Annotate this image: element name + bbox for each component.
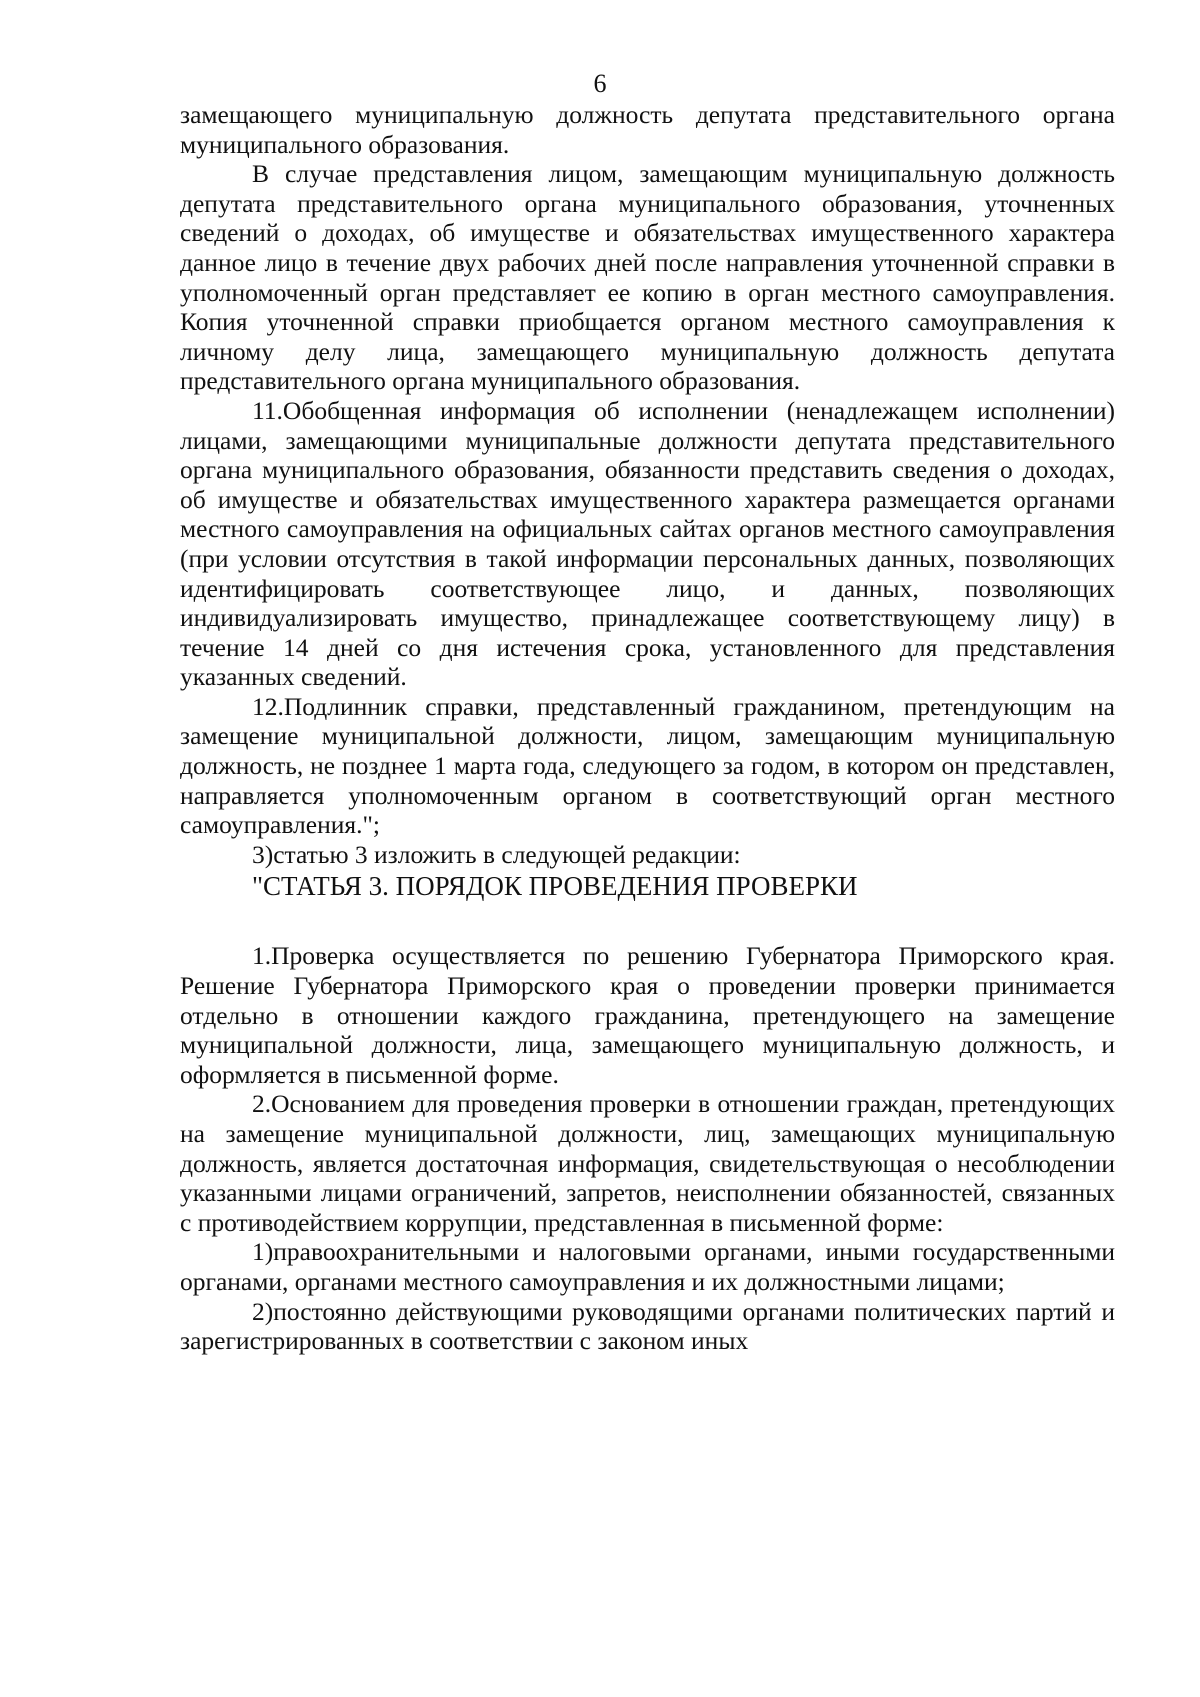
paragraph-subitem-2: 2)постоянно действующими руководящими органами политических партий и зарегистрированных в соответствии с законом иных [180,1296,1115,1356]
document-body [180,100,1115,1356]
paragraph-continuation: замещающего муниципальную должность депутата представительного органа муниципального образования. [180,100,1115,159]
page-number: 6 [593,69,607,98]
paragraph-subitem-1: 1)правоохранительными и налоговыми органами, иными государственными органами, органами местного самоуправления и их должностными лицами; [180,1237,1115,1296]
paragraph-item-12: 12.Подлинник справки, представленный гражданином, претендующим на замещение муниципальной должности, лицом, замещающим муниципальную должность, не позднее 1 марта года, следующего за годом, в котором он представлен, направляется уполномоченным органом в соответствующий орган местного самоуправления."; [180,691,1115,840]
paragraph-item-11: 11.Обобщенная информация об исполнении (ненадлежащем исполнении) лицами, замещающими муниципальные должности депутата представительного органа муниципального образования, обязанности представить сведения о доходах, об имуществе и обязательствах имущественного характера размещается органами местного самоуправления на официальных сайтах органов местного самоуправления (при условии отсутствия в такой информации персональных данных, позволяющих идентифицировать соответствующее лицо, и данных, позволяющих индивидуализировать имущество, принадлежащее соответствующему лицу) в течение 14 дней со дня истечения срока, установленного для представления указанных сведений. [180,395,1115,692]
paragraph-check-2: 2.Основанием для проведения проверки в отношении граждан, претендующих на замещение муниципальной должности, лиц, замещающих муниципальную должность, является достаточная информация, свидетельствующая о несоблюдении указанными лицами ограничений, запретов, неисполнении обязанностей, связанных с противодействием коррупции, представленная в письменной форме: [180,1089,1115,1237]
paragraph-check-1: 1.Проверка осуществляется по решению Губернатора Приморского края. Решение Губернатора Приморского края о проведении проверки принимается отдельно в отношении каждого гражданина, претендующего на замещение муниципальной должности, лица, замещающего муниципальную должность, и оформляется в письменной форме. [180,941,1115,1089]
paragraph-clarified-info: В случае представления лицом, замещающим муниципальную должность депутата представительного органа муниципального образования, уточненных сведений о доходах, об имуществе и обязательствах имущественного характера данное лицо в течение двух рабочих дней после направления уточненной справки в уполномоченный орган представляет ее копию в орган местного самоуправления. Копия уточненной справки приобщается органом местного самоуправления к личному делу лица, замещающего муниципальную должность депутата представительного органа муниципального образования. [180,159,1115,396]
article-heading: "СТАТЬЯ 3. ПОРЯДОК ПРОВЕДЕНИЯ ПРОВЕРКИ [252,871,858,902]
spacer [180,903,1115,941]
paragraph-amendment-3: 3)статью 3 изложить в следующей редакции: [252,839,741,869]
